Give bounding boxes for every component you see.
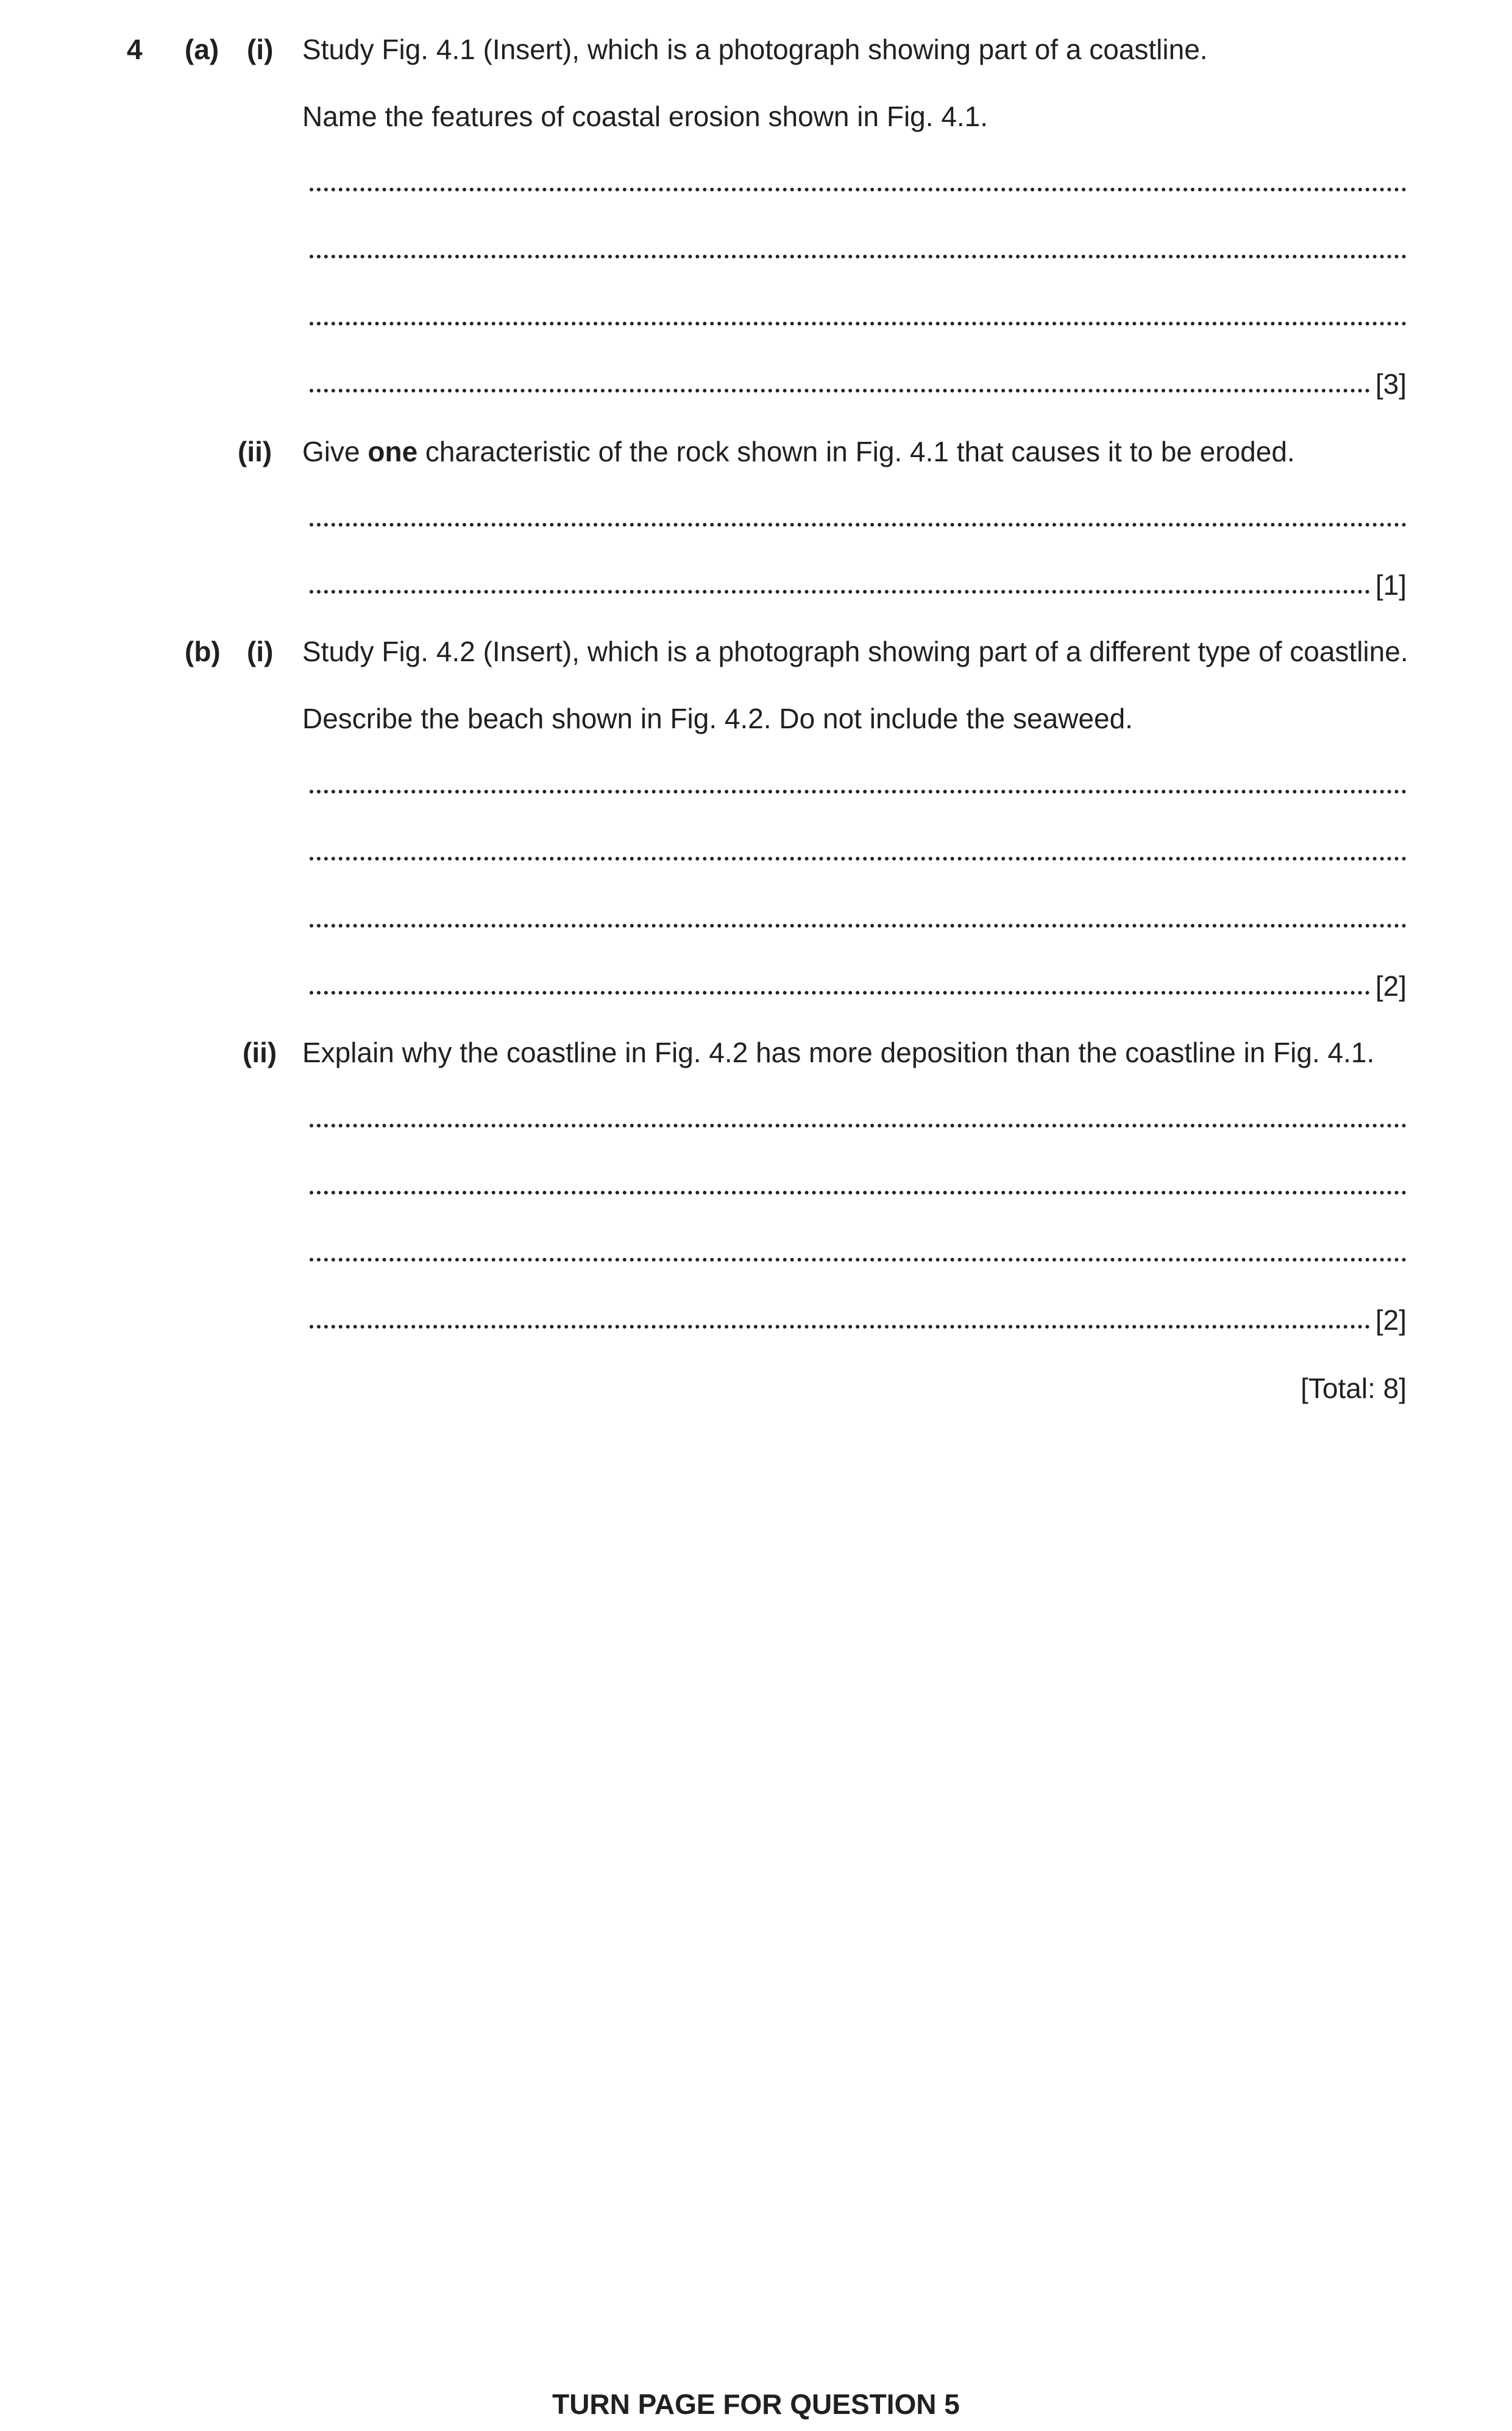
answer-line[interactable]	[310, 991, 1370, 995]
part-a-i-question: Name the features of coastal erosion shown in Fig. 4.1.	[302, 101, 988, 132]
emphasis-text: one	[367, 436, 418, 467]
mark-allocation: [2]	[1375, 970, 1407, 1002]
answer-line[interactable]	[310, 790, 1407, 793]
part-a-i-label: (i)	[247, 34, 274, 65]
answer-line[interactable]	[310, 1191, 1407, 1194]
answer-line[interactable]	[310, 857, 1407, 861]
part-a-ii-question	[302, 438, 1295, 466]
part-b-i-instruction: Study Fig. 4.2 (Insert), which is a photograph showing part of a different type of coastline.	[302, 636, 1408, 667]
part-a-ii-label: (ii)	[238, 436, 272, 467]
answer-line[interactable]	[310, 188, 1407, 191]
part-b-ii-label: (ii)	[243, 1037, 277, 1068]
answer-line[interactable]	[310, 1258, 1407, 1262]
answer-line[interactable]	[310, 1325, 1370, 1329]
part-b-i-question: Describe the beach shown in Fig. 4.2. Do not include the seaweed.	[302, 703, 1133, 734]
answer-line[interactable]	[310, 255, 1407, 258]
question-text: Give	[302, 436, 368, 467]
part-b-ii-question: Explain why the coastline in Fig. 4.2 has more deposition than the coastline in Fig. 4.1.	[302, 1037, 1375, 1068]
part-b-i-label: (i)	[247, 636, 274, 667]
total-marks: [Total: 8]	[1301, 1372, 1407, 1404]
page-footer: TURN PAGE FOR QUESTION 5	[552, 2388, 960, 2420]
question-text: characteristic of the rock shown in Fig. 4.1 that causes it to be eroded.	[417, 436, 1295, 467]
mark-allocation: [2]	[1375, 1304, 1407, 1336]
answer-line[interactable]	[310, 590, 1370, 594]
answer-line[interactable]	[310, 322, 1407, 325]
part-a-i-instruction: Study Fig. 4.1 (Insert), which is a photograph showing part of a coastline.	[302, 34, 1208, 65]
part-b-label: (b)	[185, 636, 221, 667]
answer-line[interactable]	[310, 1124, 1407, 1127]
mark-allocation: [1]	[1375, 569, 1407, 601]
answer-line[interactable]	[310, 523, 1407, 527]
answer-line[interactable]	[310, 389, 1370, 392]
part-a-label: (a)	[185, 34, 219, 65]
answer-line[interactable]	[310, 924, 1407, 928]
question-number: 4	[127, 34, 143, 65]
mark-allocation: [3]	[1375, 368, 1407, 400]
